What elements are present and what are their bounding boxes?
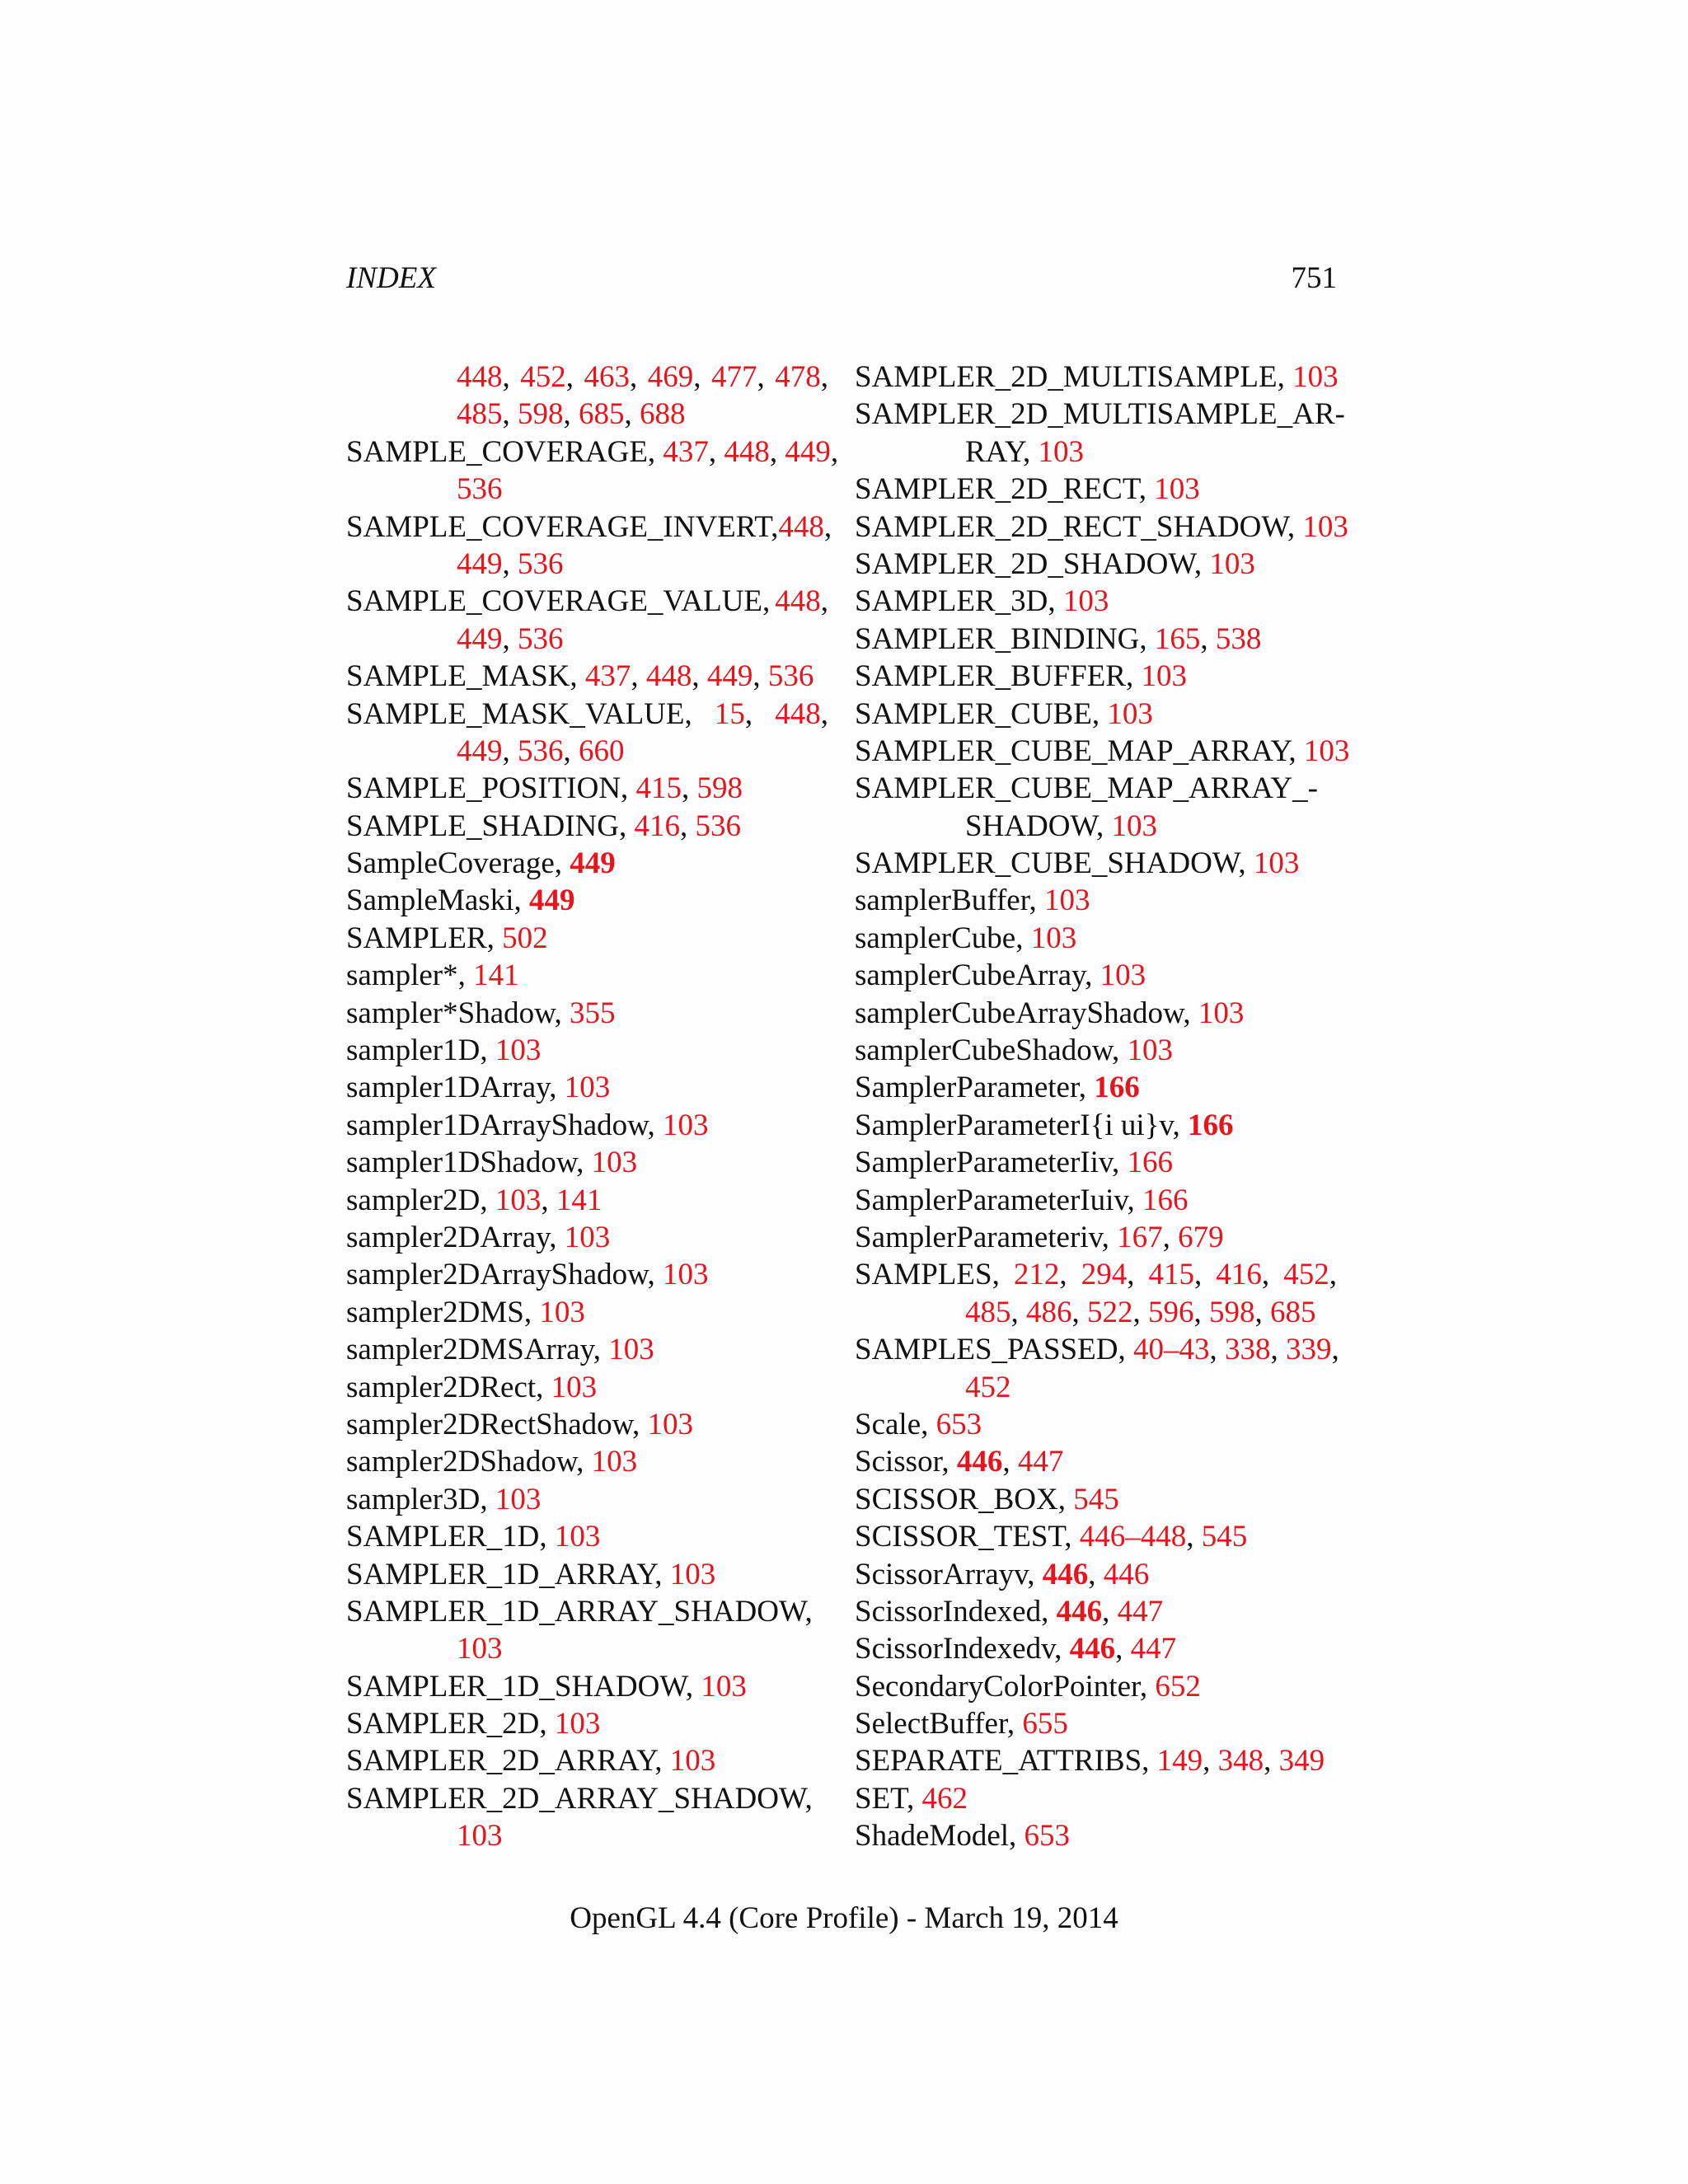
index-entry: sampler2D, 103, 141 <box>346 1183 603 1217</box>
entry-term: SAMPLE_COVERAGE <box>346 434 648 469</box>
page-ref-link[interactable]: 103 <box>647 1407 693 1441</box>
index-entry: sampler1DArrayShadow, 103 <box>346 1108 709 1142</box>
page-ref-link[interactable]: 536 <box>518 621 564 656</box>
entry-term-part: SAMPLER_CUBE_MAP_ARRAY_- <box>855 771 1318 806</box>
page-ref-link[interactable]: 103 <box>495 1033 542 1068</box>
entry-term: SAMPLER_2D_MULTISAMPLE <box>855 360 1278 394</box>
page-ref-link[interactable]: 103 <box>551 1370 598 1404</box>
page-ref-link-primary[interactable]: 166 <box>1094 1071 1140 1105</box>
index-entry: SampleCoverage, 449 <box>346 846 616 881</box>
page-ref-link[interactable]: 212 <box>1013 1258 1060 1292</box>
page-ref-link[interactable]: 655 <box>1022 1707 1068 1741</box>
page-ref-link[interactable]: 449 <box>457 546 503 581</box>
page-ref-link[interactable]: 103 <box>1111 808 1157 843</box>
page-ref-link[interactable]: 522 <box>1087 1295 1133 1329</box>
page-ref-link[interactable]: 598 <box>518 397 564 432</box>
index-entry: SamplerParameteriv, 167, 679 <box>855 1220 1224 1254</box>
page-ref-link[interactable]: 437 <box>663 434 709 469</box>
index-entry: sampler1DArray, 103 <box>346 1071 611 1105</box>
page-ref-link[interactable]: 141 <box>473 958 519 993</box>
page-ref-link[interactable]: 598 <box>1209 1295 1255 1329</box>
index-entry: SAMPLER_2D_MULTISAMPLE_AR- RAY, 103 <box>855 397 1345 469</box>
index-entry: SAMPLER_1D_ARRAY, 103 <box>346 1557 716 1591</box>
index-entry: ScissorIndexed, 446, 447 <box>855 1594 1164 1629</box>
page-ref-link-primary[interactable]: 446 <box>1056 1594 1103 1629</box>
page-ref-link[interactable]: 415 <box>635 771 682 806</box>
index-entry: ScissorIndexedv, 446, 447 <box>855 1632 1177 1666</box>
entry-term: sampler2DArray <box>346 1220 550 1254</box>
entry-term: SAMPLER_1D_ARRAY_SHADOW <box>346 1594 805 1629</box>
entry-term: samplerBuffer <box>855 883 1029 918</box>
index-entry: SecondaryColorPointer, 652 <box>855 1669 1201 1704</box>
index-entry: sampler2DArray, 103 <box>346 1220 611 1254</box>
entry-term: SCISSOR_TEST <box>855 1520 1065 1554</box>
entry-term: SAMPLER_BINDING <box>855 621 1140 656</box>
index-entry: SAMPLES_PASSED, 40–43, 338, 339, 452 <box>855 1333 1339 1404</box>
index-entry: SAMPLER_CUBE_MAP_ARRAY_- SHADOW, 103 <box>855 771 1318 843</box>
index-entry: SAMPLER_CUBE_SHADOW, 103 <box>855 846 1300 881</box>
page-ref-link[interactable]: 452 <box>520 360 566 394</box>
page-ref-link-primary[interactable]: 446 <box>1069 1632 1116 1666</box>
page-ref-link[interactable]: 103 <box>1209 546 1255 581</box>
page-ref-link[interactable]: 448 <box>724 434 770 469</box>
entry-term: sampler2D <box>346 1183 481 1217</box>
page-ref-link[interactable]: 149 <box>1156 1744 1203 1779</box>
entry-term: SAMPLER_2D_RECT <box>855 472 1139 507</box>
page-ref-link[interactable]: 685 <box>579 397 625 432</box>
page-ref-link[interactable]: 679 <box>1178 1220 1224 1254</box>
index-entry: sampler2DMSArray, 103 <box>346 1333 654 1367</box>
index-entry: sampler2DMS, 103 <box>346 1295 585 1329</box>
entry-term: SAMPLER_3D <box>855 584 1048 619</box>
entry-term: SAMPLER_2D_ARRAY_SHADOW <box>346 1781 805 1816</box>
page-ref-link[interactable]: 103 <box>457 1632 503 1666</box>
entry-term: ScissorArrayv <box>855 1557 1028 1591</box>
page-ref-link[interactable]: 449 <box>785 434 831 469</box>
page-footer: OpenGL 4.4 (Core Profile) - March 19, 2014 <box>570 1901 1118 1935</box>
entry-term-part: SAMPLER_2D_MULTISAMPLE_AR- <box>855 397 1345 432</box>
index-entry: 448, 452, 463, 469, 477, 478, 485, 598, 685, 688 <box>457 360 828 432</box>
page-ref-link[interactable]: 349 <box>1278 1744 1325 1779</box>
index-entry: SEPARATE_ATTRIBS, 149, 348, 349 <box>855 1744 1325 1779</box>
index-entry: SAMPLER_3D, 103 <box>855 584 1109 619</box>
entry-term: SamplerParameterI{i ui}v <box>855 1108 1173 1142</box>
index-entry: SamplerParameter, 166 <box>855 1071 1140 1105</box>
page-ref-link[interactable]: 103 <box>554 1520 601 1554</box>
index-entry: SAMPLES, 212, 294, 415, 416, 452, 485, 486, 522, 596, 598, 685 <box>855 1258 1337 1329</box>
index-entry: sampler*, 141 <box>346 958 519 993</box>
page-ref-link[interactable]: 536 <box>695 808 741 843</box>
page-ref-link[interactable]: 452 <box>965 1370 1011 1404</box>
page-ref-link[interactable]: 449 <box>457 621 503 656</box>
page-ref-link[interactable]: 449 <box>706 659 753 694</box>
page-ref-link[interactable]: 477 <box>711 360 757 394</box>
index-entry: SelectBuffer, 655 <box>855 1707 1068 1741</box>
entry-term: SampleCoverage <box>346 846 555 881</box>
page-ref-link[interactable]: 103 <box>1062 584 1109 619</box>
entry-term: SAMPLER_2D_SHADOW <box>855 546 1194 581</box>
page-ref-link[interactable]: 486 <box>1026 1295 1072 1329</box>
index-entry: SAMPLE_COVERAGE, 437, 448, 449, 536 <box>346 434 839 507</box>
index-entry: SAMPLER_2D_RECT, 103 <box>855 472 1200 507</box>
index-entry: SAMPLER_2D_SHADOW, 103 <box>855 546 1255 581</box>
page-ref-link[interactable]: 448 <box>645 659 692 694</box>
page-ref-link[interactable]: 596 <box>1148 1295 1194 1329</box>
entry-term: SAMPLER_2D_RECT_SHADOW <box>855 509 1287 544</box>
entry-term: SAMPLE_MASK <box>346 659 570 694</box>
index-column-left <box>346 359 839 1855</box>
page-ref-link[interactable]: 167 <box>1117 1220 1163 1254</box>
page-ref-link[interactable]: 448 <box>775 584 821 619</box>
page-ref-link-primary[interactable]: 449 <box>570 846 616 881</box>
page-ref-link[interactable]: 294 <box>1081 1258 1128 1292</box>
page-ref-link[interactable]: 416 <box>1216 1258 1262 1292</box>
index-entry: SAMPLER_1D_SHADOW, 103 <box>346 1669 747 1704</box>
page-ref-link[interactable]: 103 <box>495 1482 542 1516</box>
entry-term: SAMPLE_COVERAGE_INVERT <box>346 509 771 544</box>
index-column-right <box>855 359 1350 1855</box>
entry-term: SAMPLE_SHADING <box>346 808 619 843</box>
page-ref-link[interactable]: 103 <box>1303 733 1350 768</box>
page-number: 751 <box>1291 261 1337 295</box>
entry-term: SAMPLE_COVERAGE_VALUE <box>346 584 763 619</box>
page-ref-link[interactable]: 437 <box>584 659 631 694</box>
index-entry: sampler2DRect, 103 <box>346 1370 598 1404</box>
page-ref-link[interactable]: 478 <box>775 360 821 394</box>
entry-term: sampler* <box>346 958 458 993</box>
index-entry: sampler3D, 103 <box>346 1482 542 1516</box>
entry-term: sampler1D <box>346 1033 481 1068</box>
page-ref-link[interactable]: 103 <box>495 1183 542 1217</box>
page-ref-link[interactable]: 103 <box>669 1557 716 1591</box>
page-ref-link[interactable]: 660 <box>579 733 625 768</box>
entry-term: sampler2DMS <box>346 1295 524 1329</box>
page-ref-link[interactable]: 536 <box>518 733 564 768</box>
index-entry: SAMPLE_COVERAGE_INVERT, 448, 449, 536 <box>346 509 832 581</box>
page-ref-link[interactable]: 416 <box>634 808 680 843</box>
page-ref-link[interactable]: 103 <box>1141 659 1187 694</box>
entry-term: SAMPLER <box>346 921 487 955</box>
page-ref-link[interactable]: 103 <box>1154 472 1200 507</box>
page-ref-link[interactable]: 103 <box>662 1108 709 1142</box>
index-entry: SAMPLER, 502 <box>346 921 548 955</box>
page-ref-link[interactable]: 447 <box>1117 1594 1164 1629</box>
index-entry: SAMPLER_2D_ARRAY_SHADOW, 103 <box>346 1781 813 1854</box>
entry-term: SamplerParameterIiv <box>855 1146 1112 1180</box>
entry-term: SET <box>855 1781 907 1816</box>
page-ref-link[interactable]: 446 <box>1103 1557 1150 1591</box>
page-ref-link[interactable]: 141 <box>556 1183 603 1217</box>
index-entry: ScissorArrayv, 446, 446 <box>855 1557 1150 1591</box>
index-entry: sampler1D, 103 <box>346 1033 542 1068</box>
entry-term: ScissorIndexedv <box>855 1632 1055 1666</box>
entry-term: Scale <box>855 1407 921 1441</box>
entry-term: SampleMaski <box>346 883 514 918</box>
page-ref-link[interactable]: 536 <box>457 472 503 507</box>
page-ref-link[interactable]: 339 <box>1285 1333 1332 1367</box>
index-entry: SAMPLE_MASK, 437, 448, 449, 536 <box>346 659 814 694</box>
index-entry: SAMPLER_2D_MULTISAMPLE, 103 <box>855 360 1339 394</box>
entry-term: SAMPLE_POSITION <box>346 771 621 806</box>
entry-term: sampler2DMSArray <box>346 1333 593 1367</box>
page-ref-link[interactable]: 103 <box>1127 1033 1174 1068</box>
index-entry: sampler2DShadow, 103 <box>346 1445 638 1479</box>
page-ref-link[interactable]: 348 <box>1217 1744 1264 1779</box>
page-ref-link[interactable]: 103 <box>701 1669 747 1704</box>
index-entry: SampleMaski, 449 <box>346 883 575 918</box>
entry-term: SelectBuffer <box>855 1707 1007 1741</box>
page-ref-link[interactable]: 103 <box>591 1445 638 1479</box>
page-ref-link[interactable]: 447 <box>1130 1632 1177 1666</box>
entry-term: sampler3D <box>346 1482 481 1516</box>
page-ref-link[interactable]: 545 <box>1073 1482 1119 1516</box>
entry-term-part: SHADOW <box>965 808 1096 843</box>
page-ref-link[interactable]: 447 <box>1017 1445 1064 1479</box>
index-entry: SAMPLER_1D_ARRAY_SHADOW, 103 <box>346 1594 813 1666</box>
page-ref-link[interactable]: 103 <box>457 1819 503 1854</box>
entry-term: samplerCubeShadow <box>855 1033 1113 1068</box>
page-ref-link-primary[interactable]: 449 <box>528 883 575 918</box>
entry-term: sampler1DArray <box>346 1071 550 1105</box>
index-entry: SAMPLER_CUBE, 103 <box>855 696 1153 731</box>
page-ref-link[interactable]: 103 <box>1107 696 1153 731</box>
entry-term: SAMPLES <box>855 1258 992 1292</box>
page-ref-link[interactable]: 449 <box>457 733 503 768</box>
page-ref-link[interactable]: 502 <box>502 921 548 955</box>
index-entry: SamplerParameterIiv, 166 <box>855 1146 1173 1180</box>
entry-term: SAMPLER_CUBE_SHADOW <box>855 846 1239 881</box>
entry-term-part: RAY <box>965 434 1023 469</box>
page-ref-link[interactable]: 103 <box>1100 958 1146 993</box>
page-ref-link[interactable]: 103 <box>539 1295 585 1329</box>
page-ref-link[interactable]: 103 <box>662 1258 709 1292</box>
entry-term: SAMPLER_2D <box>346 1707 540 1741</box>
index-entry: Scale, 653 <box>855 1407 982 1441</box>
page-ref-link[interactable]: 103 <box>564 1220 611 1254</box>
index-entry: samplerCube, 103 <box>855 921 1077 955</box>
page-ref-link[interactable]: 355 <box>569 996 616 1030</box>
page-ref-link[interactable]: 688 <box>640 397 686 432</box>
index-entry: sampler1DShadow, 103 <box>346 1146 638 1180</box>
entry-term: sampler1DShadow <box>346 1146 577 1180</box>
page-ref-link[interactable]: 545 <box>1201 1520 1248 1554</box>
index-entry: SAMPLER_2D, 103 <box>346 1707 601 1741</box>
entry-term: ScissorIndexed <box>855 1594 1042 1629</box>
page-ref-link[interactable]: 103 <box>554 1707 601 1741</box>
page-ref-link[interactable]: 463 <box>584 360 630 394</box>
page-ref-link[interactable]: 448 <box>457 360 503 394</box>
entry-term: SEPARATE_ATTRIBS <box>855 1744 1142 1779</box>
page-ref-link[interactable]: 536 <box>767 659 814 694</box>
entry-term: SamplerParameterIuiv <box>855 1183 1128 1217</box>
page-ref-link[interactable]: 485 <box>457 397 503 432</box>
page-ref-link[interactable]: 103 <box>1253 846 1300 881</box>
index-entry: samplerCubeArray, 103 <box>855 958 1146 993</box>
index-entry: SAMPLER_2D_ARRAY, 103 <box>346 1744 716 1779</box>
page-ref-link[interactable]: 338 <box>1224 1333 1271 1367</box>
page-ref-link[interactable]: 485 <box>965 1295 1011 1329</box>
index-entry: samplerCubeArrayShadow, 103 <box>855 996 1245 1030</box>
entry-term: sampler1DArrayShadow <box>346 1108 648 1142</box>
page-ref-link[interactable]: 166 <box>1127 1146 1173 1180</box>
page-ref-link-primary[interactable]: 446 <box>1042 1557 1089 1591</box>
entry-term: SAMPLER_1D <box>346 1520 540 1554</box>
entry-term: samplerCubeArrayShadow <box>855 996 1184 1030</box>
index-entry: SET, 462 <box>855 1781 968 1816</box>
entry-term: Scissor <box>855 1445 942 1479</box>
page-ref-link[interactable]: 452 <box>1283 1258 1329 1292</box>
entry-term: SAMPLES_PASSED <box>855 1333 1118 1367</box>
index-entry: SAMPLE_SHADING, 416, 536 <box>346 808 741 843</box>
page-ref-link[interactable]: 446–448 <box>1079 1520 1187 1554</box>
index-entry: SAMPLER_1D, 103 <box>346 1520 601 1554</box>
page-ref-link[interactable]: 652 <box>1155 1669 1201 1704</box>
index-entry: Scissor, 446, 447 <box>855 1445 1064 1479</box>
entry-term: sampler2DRectShadow <box>346 1407 632 1441</box>
index-entry: SAMPLE_POSITION, 415, 598 <box>346 771 743 806</box>
index-entry: SAMPLER_BINDING, 165, 538 <box>855 621 1262 656</box>
page-ref-link[interactable]: 103 <box>591 1146 638 1180</box>
entry-term: samplerCubeArray <box>855 958 1085 993</box>
page-ref-link[interactable]: 103 <box>669 1744 716 1779</box>
running-title: INDEX <box>346 261 436 295</box>
index-entry: SCISSOR_BOX, 545 <box>855 1482 1119 1516</box>
entry-term: SAMPLER_2D_ARRAY <box>346 1744 655 1779</box>
page-ref-link[interactable]: 15 <box>714 696 745 731</box>
entry-term: SCISSOR_BOX <box>855 1482 1058 1516</box>
page-header <box>346 260 1337 298</box>
page-ref-link[interactable]: 166 <box>1142 1183 1189 1217</box>
index-entry: samplerCubeShadow, 103 <box>855 1033 1174 1068</box>
entry-term: ShadeModel <box>855 1819 1010 1854</box>
entry-term: samplerCube <box>855 921 1016 955</box>
page-ref-link[interactable]: 165 <box>1154 621 1201 656</box>
entry-term: SAMPLER_CUBE <box>855 696 1092 731</box>
entry-term: sampler2DRect <box>346 1370 537 1404</box>
page-ref-link[interactable]: 462 <box>921 1781 968 1816</box>
index-entry: sampler*Shadow, 355 <box>346 996 616 1030</box>
page-ref-link[interactable]: 448 <box>775 696 821 731</box>
page-ref-link[interactable]: 103 <box>608 1333 654 1367</box>
index-entry: SamplerParameterIuiv, 166 <box>855 1183 1189 1217</box>
page-ref-link[interactable]: 103 <box>1030 921 1077 955</box>
page-ref-link-primary[interactable]: 446 <box>956 1445 1003 1479</box>
page-ref-link[interactable]: 653 <box>1024 1819 1071 1854</box>
index-entry: SamplerParameterI{i ui}v, 166 <box>855 1108 1234 1142</box>
entry-term: sampler*Shadow <box>346 996 555 1030</box>
page-ref-link[interactable]: 40–43 <box>1132 1333 1210 1367</box>
index-entry: SAMPLER_BUFFER, 103 <box>855 659 1187 694</box>
page-ref-link[interactable]: 103 <box>1038 434 1084 469</box>
index-entry: SAMPLER_2D_RECT_SHADOW, 103 <box>855 509 1348 544</box>
page-ref-link[interactable]: 415 <box>1148 1258 1195 1292</box>
entry-term: SAMPLER_1D_ARRAY <box>346 1557 655 1591</box>
index-entry: SAMPLE_COVERAGE_VALUE, 448, 449, 536 <box>346 584 828 656</box>
index-entry: sampler2DRectShadow, 103 <box>346 1407 693 1441</box>
index-entry: samplerBuffer, 103 <box>855 883 1090 918</box>
page-ref-link[interactable]: 448 <box>778 509 824 544</box>
entry-term: sampler2DShadow <box>346 1445 577 1479</box>
page-ref-link[interactable]: 653 <box>935 1407 982 1441</box>
page-ref-link[interactable]: 103 <box>564 1071 611 1105</box>
entry-term: SAMPLER_CUBE_MAP_ARRAY <box>855 733 1289 768</box>
entry-term: SecondaryColorPointer <box>855 1669 1140 1704</box>
page-ref-link[interactable]: 103 <box>1198 996 1245 1030</box>
entry-term: sampler2DArrayShadow <box>346 1258 648 1292</box>
page-ref-link[interactable]: 685 <box>1270 1295 1316 1329</box>
entry-term: SamplerParameteriv <box>855 1220 1102 1254</box>
entry-term: SAMPLER_1D_SHADOW <box>346 1669 686 1704</box>
page-ref-link[interactable]: 538 <box>1215 621 1262 656</box>
index-entry: SAMPLE_MASK_VALUE, 15, 448, 449, 536, 660 <box>346 696 828 768</box>
entry-term: SamplerParameter <box>855 1071 1079 1105</box>
page-ref-link[interactable]: 103 <box>1044 883 1090 918</box>
page-ref-link[interactable]: 469 <box>647 360 694 394</box>
page-ref-link[interactable]: 598 <box>696 771 743 806</box>
page-ref-link[interactable]: 536 <box>518 546 564 581</box>
page-ref-link[interactable]: 103 <box>1302 509 1348 544</box>
entry-term: SAMPLER_BUFFER <box>855 659 1126 694</box>
index-entry: SCISSOR_TEST, 446–448, 545 <box>855 1520 1248 1554</box>
page-ref-link-primary[interactable]: 166 <box>1188 1108 1234 1142</box>
index-entry: SAMPLER_CUBE_MAP_ARRAY, 103 <box>855 733 1350 768</box>
page-ref-link[interactable]: 103 <box>1292 360 1339 394</box>
index-entry: sampler2DArrayShadow, 103 <box>346 1258 709 1292</box>
entry-term: SAMPLE_MASK_VALUE <box>346 696 685 731</box>
index-entry: ShadeModel, 653 <box>855 1819 1071 1854</box>
